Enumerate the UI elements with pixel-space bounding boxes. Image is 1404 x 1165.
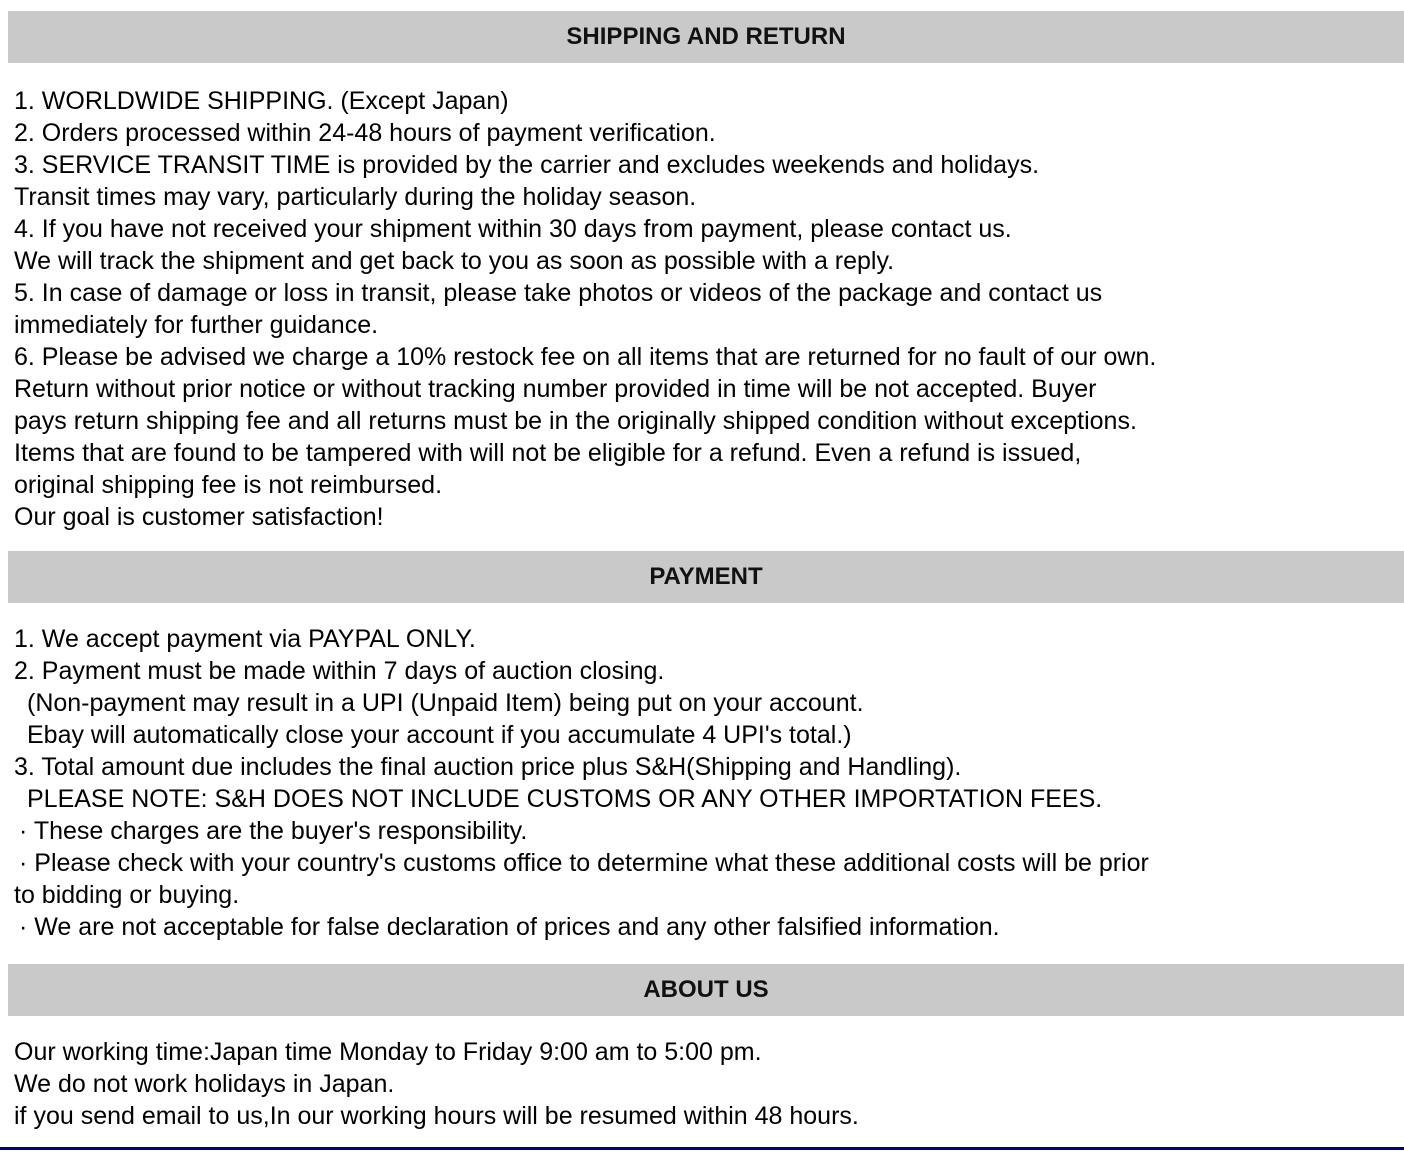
section-header-shipping-and-return: SHIPPING AND RETURN [8, 11, 1404, 63]
text-line: 1. WORLDWIDE SHIPPING. (Except Japan) [14, 87, 509, 115]
text-line: Items that are found to be tampered with will not be eligible for a refund. Even a refund is issued, [14, 439, 1082, 467]
text-line: · Please check with your country's customs office to determine what these additional costs will be prior [19, 849, 1149, 877]
text-line: 2. Orders processed within 24-48 hours of payment verification. [14, 119, 716, 147]
section-body-payment [0, 623, 1404, 943]
text-line: original shipping fee is not reimbursed. [14, 471, 443, 499]
text-line: Ebay will automatically close your account if you accumulate 4 UPI's total.) [27, 721, 852, 749]
section-body-shipping-and-return [0, 85, 1404, 533]
text-line: to bidding or buying. [14, 881, 240, 909]
text-line: Our working time:Japan time Monday to Friday 9:00 am to 5:00 pm. [14, 1038, 762, 1066]
text-line: 1. We accept payment via PAYPAL ONLY. [14, 625, 476, 653]
text-line: Our goal is customer satisfaction! [14, 503, 384, 531]
text-line: 4. If you have not received your shipment within 30 days from payment, please contact us. [14, 215, 1012, 243]
text-line: 2. Payment must be made within 7 days of auction closing. [14, 657, 665, 685]
text-line: 6. Please be advised we charge a 10% restock fee on all items that are returned for no fault of our own. [14, 343, 1157, 371]
text-line: · These charges are the buyer's responsibility. [19, 817, 528, 845]
text-line: 3. SERVICE TRANSIT TIME is provided by the carrier and excludes weekends and holidays. [14, 151, 1040, 179]
text-line: · We are not acceptable for false declaration of prices and any other falsified information. [19, 913, 1000, 941]
section-header-about-us: ABOUT US [8, 964, 1404, 1016]
text-line: We will track the shipment and get back to you as soon as possible with a reply. [14, 247, 895, 275]
text-line: Return without prior notice or without tracking number provided in time will be not accepted. Buyer [14, 375, 1097, 403]
bottom-divider [0, 1147, 1404, 1150]
text-line: 3. Total amount due includes the final auction price plus S&H(Shipping and Handling). [14, 753, 962, 781]
text-line: We do not work holidays in Japan. [14, 1070, 395, 1098]
text-line: (Non-payment may result in a UPI (Unpaid Item) being put on your account. [27, 689, 864, 717]
text-line: PLEASE NOTE: S&H DOES NOT INCLUDE CUSTOMS OR ANY OTHER IMPORTATION FEES. [27, 785, 1103, 813]
text-line: if you send email to us,In our working hours will be resumed within 48 hours. [14, 1102, 859, 1130]
text-line: immediately for further guidance. [14, 311, 379, 339]
text-line: 5. In case of damage or loss in transit, please take photos or videos of the package and contact us [14, 279, 1103, 307]
text-line: pays return shipping fee and all returns must be in the originally shipped condition without exceptions. [14, 407, 1137, 435]
section-body-about-us [0, 1036, 1404, 1132]
text-line: Transit times may vary, particularly during the holiday season. [14, 183, 697, 211]
section-header-payment: PAYMENT [8, 551, 1404, 603]
